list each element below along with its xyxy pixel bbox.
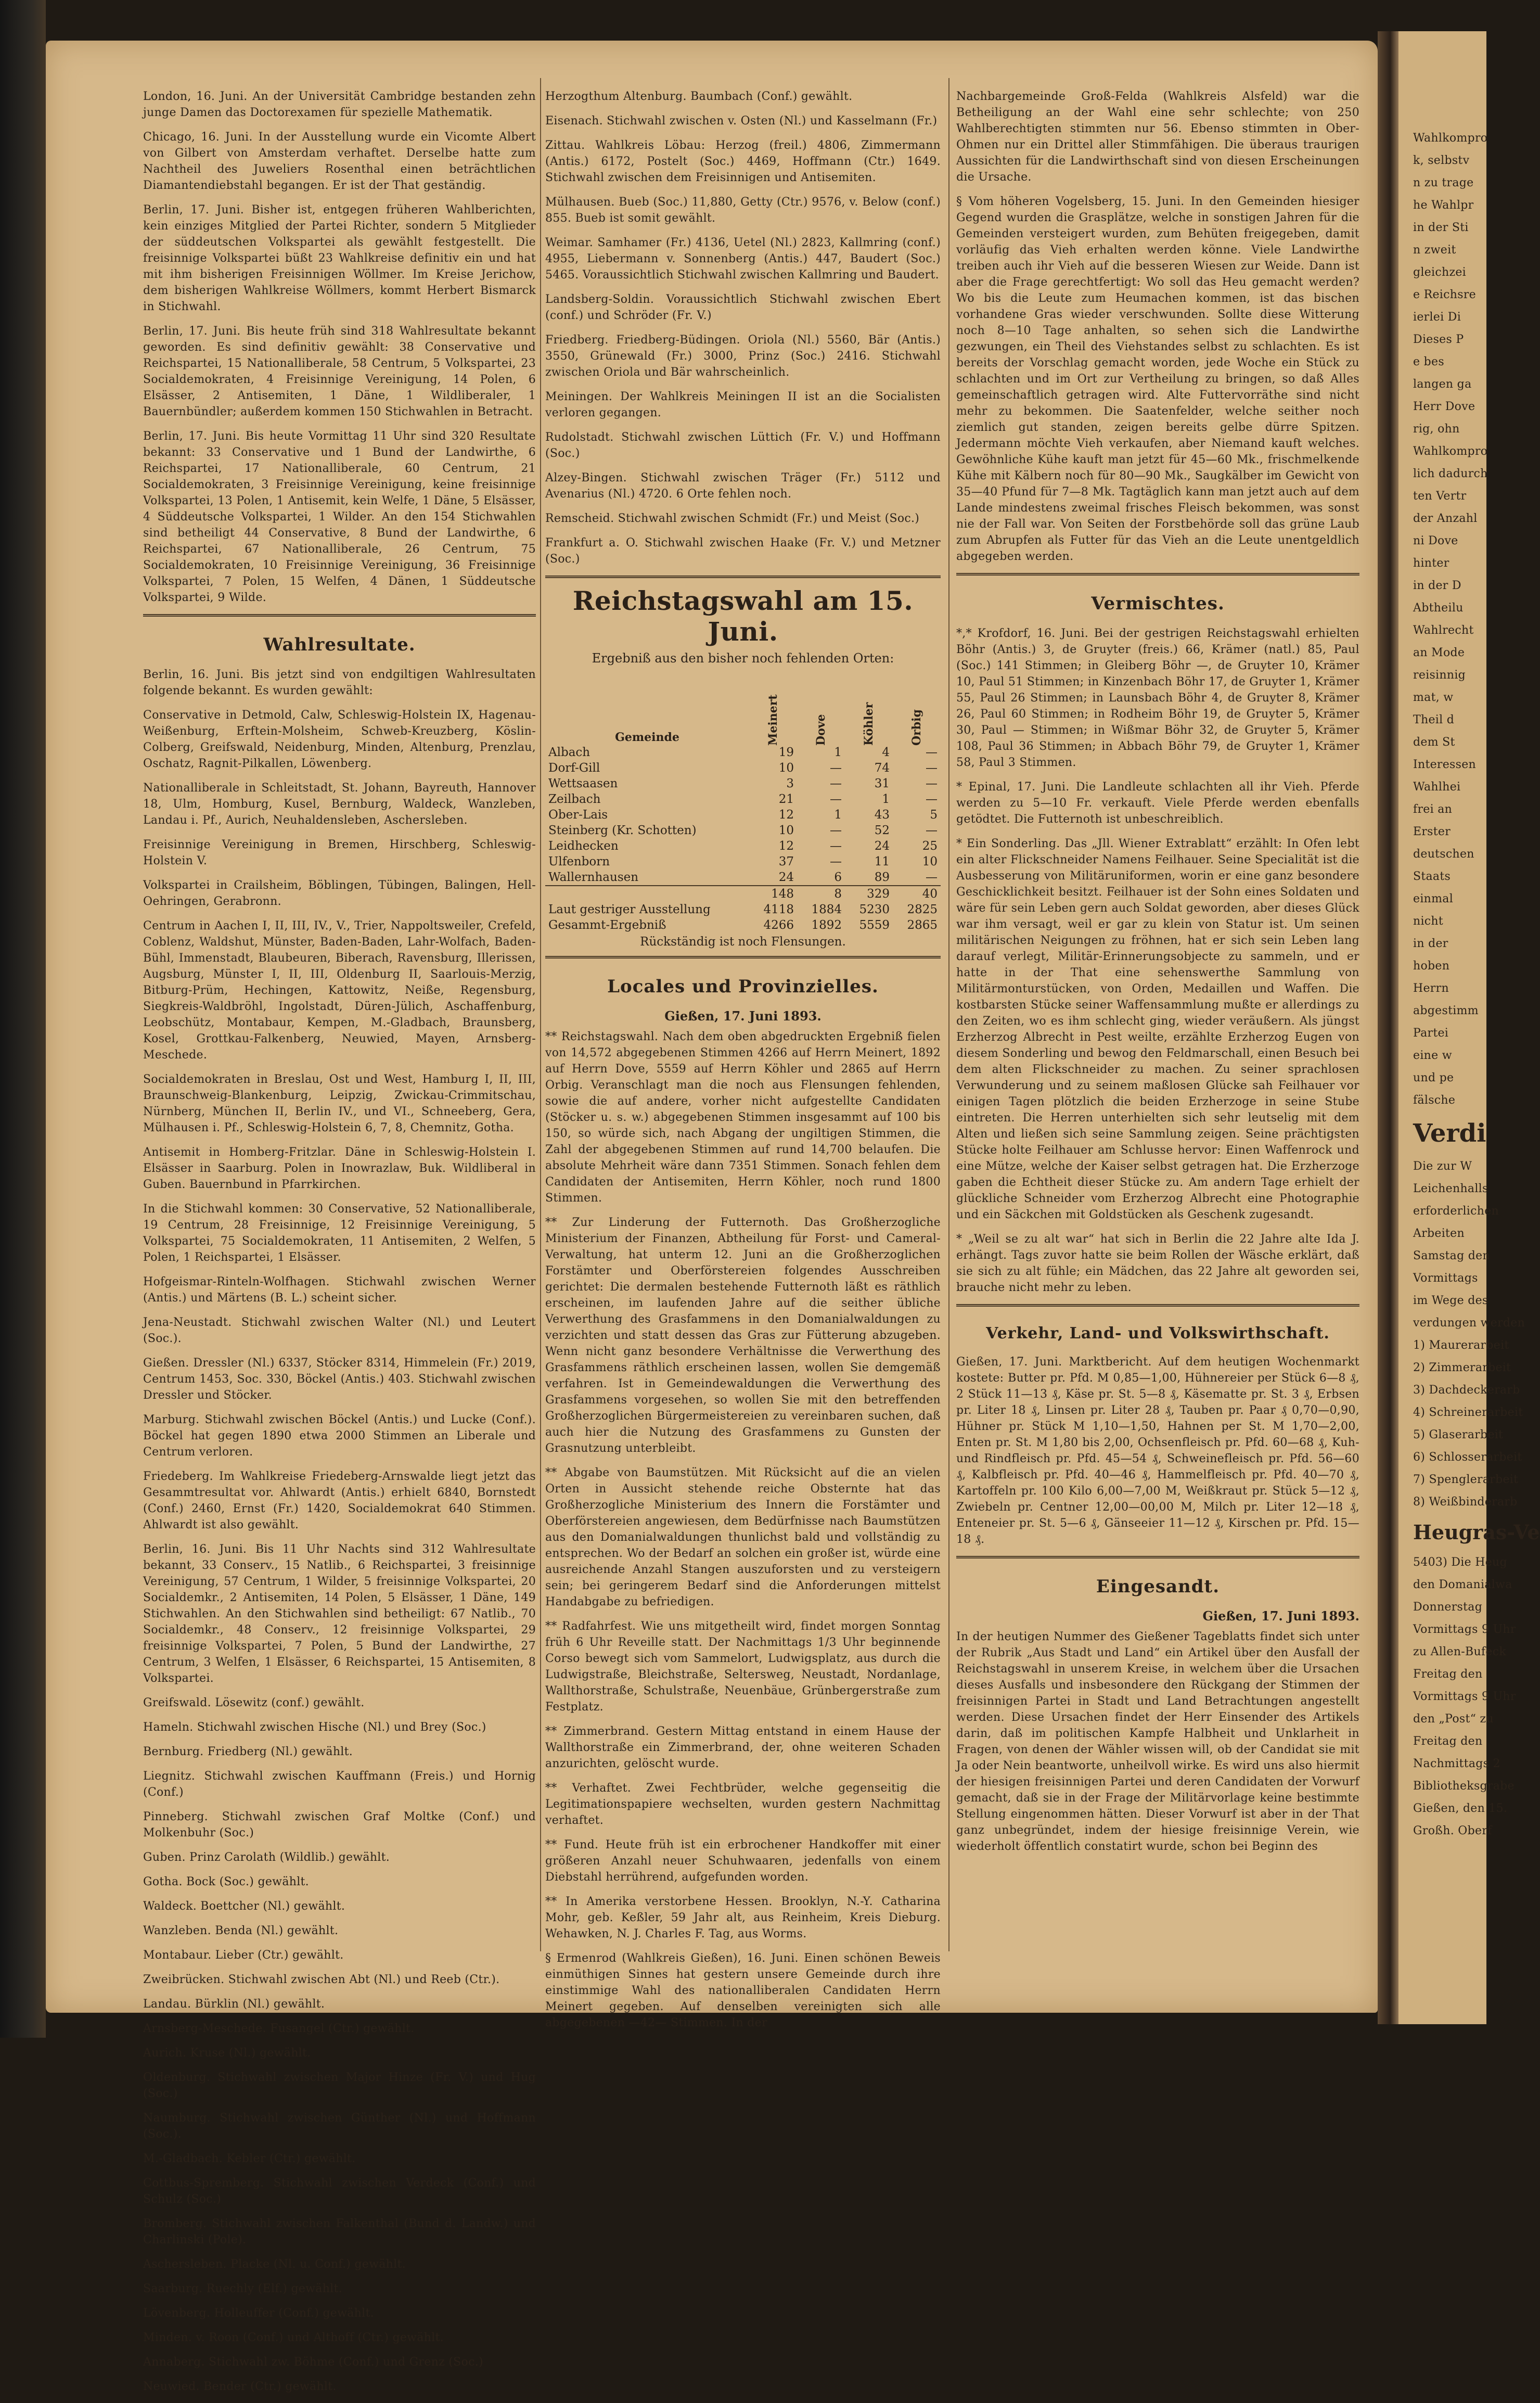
result-paragraph: Neuwied. Bender (Ctr.) gewählt. [143,2380,337,2393]
next-page-fragment [1398,31,1540,2024]
column-divider-1 [540,78,541,1951]
next-page-line: Staats [1413,870,1451,883]
next-page-line: 8) Weißbinderarb [1413,1496,1518,1509]
table-row [545,870,941,886]
next-page-line: e Reichsre [1413,288,1476,301]
heading-vermischtes: Vermischtes. [1091,593,1225,614]
next-page-line: in der [1413,937,1448,950]
result-paragraph: Aurich. Kruse (Nl.) gewählt. [143,2047,311,2060]
table-cell: 24 [778,871,794,884]
table-cell: — [830,839,842,853]
col3-articles [956,88,1359,565]
rule [545,956,941,958]
next-page-line: ierlei Di [1413,311,1461,324]
heading-verkehr: Verkehr, Land- und Volkswirthschaft. [986,1324,1330,1343]
table-cell: 24 [874,839,890,853]
result-paragraph: Lövenberg. Holleuffer (Conf.) gewählt. [143,2307,374,2320]
next-page-line: Wahlhei [1413,781,1461,794]
table-cell: Steinberg (Kr. Schotten) [548,824,697,837]
news-paragraph: ** Zur Linderung der Futternoth. Das Großherzogliche Ministerium der Finanzen, Abtheilung für Forst- und Cameral-Verwaltung, hat unterm 12. Juni an die Großherzoglichen Forstämter und Oberförstereien folgendes Ausschreiben gerichtet: Die dermalen bestehende Futternoth läßt es räthlich erscheinen, im laufenden Jahre auf die seither übliche Verwerthung des Grasfammens in den Domanialwaldungen zu verzichten und statt dessen das Gras zur Fütterung abzugeben. Wenn nicht ganz besondere Verhältnisse die Verwerthung des Grasfammens räthlich erscheinen lassen, wollen Sie demgemäß verfahren. Ist in Gemeindewaldungen die Verwerthung des Grasfammens vorgesehen, so wollen Sie mit den betreffenden Großherzoglichen Bürgermeistereien zu vereinbaren suchen, daß auch hier die Nutzung des Grasfammens zu Gunsten der Grasnutzung unterbleibt. [545,1216,941,1455]
table-cell: 5559 [859,918,890,932]
next-page-line: Freitag den [1413,1668,1483,1681]
table-header-cell: Dove [814,714,828,746]
table-cell: 3 [786,777,794,790]
next-page-line: hinter [1413,557,1449,570]
result-paragraph: Guben. Prinz Carolath (Wildlib.) gewählt. [143,1851,390,1864]
next-page-line: Bibliotheksgrabe [1413,1780,1515,1793]
heading-reichstagswahl: Reichstagswahl am 15. Juni. [572,585,914,647]
table-row [545,854,941,870]
table-cell: 11 [874,855,890,868]
next-page-heading-2: Heugras-Ve [1413,1520,1540,1544]
rule [956,1304,1359,1307]
next-page-line: Herrn [1413,982,1449,995]
table-cell: 74 [874,761,890,775]
table-row [545,838,941,854]
next-page-line: verdungen werden [1413,1316,1525,1330]
news-paragraph: § Vom höheren Vogelsberg, 15. Juni. In den Gemeinden hiesiger Gegend wurden die Grasplätze, welche in sonstigen Jahren für die Gemeinden versteigert wurden, zum Behüten freigegeben, damit vorläufig das Vieh erhalten werden könne. Viele Landwirthe treiben auch ihr Vieh auf die besseren Wiesen zur Weide. Dann ist aber die Frage gerechtfertigt: Wo soll das Heu gemacht werden? Wo bis die Leute zum Heumachen kommen, ist das bischen vorhandene Gras wieder verschwunden. Sollte diese Witterung noch 8—10 Tage anhalten, so sehen sich die Landwirthe gezwungen, ein Theil des Viehstandes selbst zu schlachten. Es ist bereits der Vorschlag gemacht worden, jede Woche ein Stück zu schlachten und im Ort zur Vertheilung zu bringen, so daß Alles gemeinschaftlich getragen wird. Alte Futtervorräthe sind nicht mehr zu bekommen. Die Saatenfelder, welche seither noch ziemlich gut standen, zeigen bereits gelbe dürre Spitzen. Jedermann möchte Vieh verkaufen, aber Niemand kauft welches. Gewöhnliche Kühe kauft man jetzt für 45—60 Mk., frischmelkende Kühe mit Kälbern noch für 80—90 Mk., Saugkälber im Gewicht von 35—40 Pfund für 7—8 Mk. Tagtäglich kann man jetzt auch auf dem Lande mindestens zweimal frisches Fleisch bekommen, was sonst nie der Fall war. Von Seiten der Forstbehörde soll das grüne Laub zum Abrupfen als Futter für das Vieh an die Leute unentgeldlich abgegeben werden. [956,195,1359,563]
next-page-line: Wahlkompro [1413,445,1488,458]
result-paragraph: Naumburg. Stichwahl zwischen Günther (Nl.) und Hoffmann (Soc.). [143,2112,536,2141]
next-page-line: n zweit [1413,244,1456,257]
table-caption: Ergebniß aus den bisher noch fehlenden Orten: [592,651,894,666]
result-paragraph: Freisinnige Vereinigung in Bremen, Hirschberg, Schleswig-Holstein V. [143,838,536,867]
next-page-line: in der Sti [1413,221,1469,234]
table-cell: 1 [834,746,842,759]
news-paragraph: Berlin, 17. Juni. Bisher ist, entgegen früheren Wahlberichten, kein einziges Mitglied der Partei Richter, sondern 5 Mitglieder der süddeutschen Volkspartei als gewählt festgestellt. Die freisinnige Volkspartei büßt 23 Wahlkreise definitiv ein und hat mit ihm bisherigen Freisinnigen Wöllmer. Im Kreise Jerichow, dem bisherigen Wahlkreise Wöllmers, kommt Herbert Bismarck in Stichwahl. [143,203,536,313]
next-page-line: Theil d [1413,713,1455,726]
table-row [545,917,941,933]
result-paragraph: Bromberg. Stichwahl zwischen Falkenthal (Bund d. Landw.) und Charlinski (Pole). [143,2217,536,2246]
result-paragraph: In die Stichwahl kommen: 30 Conservative, 52 Nationalliberale, 19 Centrum, 28 Freisinnige, 12 Freisinnige Vereinigung, 5 Volkspartei, 75 Socialdemokraten, 11 Antisemiten, 2 Welfen, 5 Polen, 1 Reichspartei, 1 Elsässer. [143,1203,536,1264]
table-cell: 8 [797,886,845,902]
table-cell: 4118 [763,903,794,916]
table-cell: — [830,793,842,806]
book-gutter [1378,31,1398,2024]
result-paragraph: Hameln. Stichwahl zwischen Hische (Nl.) und Brey (Soc.) [143,1721,486,1734]
table-cell: 89 [874,871,890,884]
table-cell: — [926,824,938,837]
result-paragraph: Aschersleben. Placke (Nl. u. Conf.) gewählt. [143,2258,406,2271]
table-cell: 52 [874,824,890,837]
table-note: Rückständig ist noch Flensungen. [640,935,846,949]
next-page-line: Gießen, den 15. [1413,1802,1508,1815]
next-page-text-4 [1413,1554,1516,1839]
table-header-cell: Meinert [766,694,780,746]
news-paragraph: Chicago, 16. Juni. In der Ausstellung wurde ein Vicomte Albert von Gilbert von Amsterdam verhaftet. Derselbe hatte zum Nachtheil des Juweliers Rosenthal einen beträchtlichen Diamantendiebstahl begangen. Er ist der That geständig. [143,131,536,192]
next-page-line: zu Allen-Bufeck [1413,1645,1506,1658]
news-paragraph: ** Radfahrfest. Wie uns mitgetheilt wird, findet morgen Sonntag früh 6 Uhr Reveille statt. Der Nachmittags 1/3 Uhr beginnende Corso bewegt sich vom Sammelort, Ludwigsplatz, aus durch die Ludwigstraße, Bleichstraße, Seltersweg, Neustadt, Nordanlage, Wallthorstraße, Schulstraße, Neuenbäue, Grünbergerstraße zum Festplatz. [545,1620,941,1714]
result-paragraph: Eisenach. Stichwahl zwischen v. Osten (Nl.) und Kasselmann (Fr.) [545,114,938,127]
col3-vermischtes [956,625,1359,1296]
result-paragraph: Landsberg-Soldin. Voraussichtlich Stichwahl zwischen Ebert (conf.) und Schröder (Fr. V.) [545,293,941,322]
next-page-line: Herr Dove [1413,400,1475,413]
result-paragraph: Nationalliberale in Schleitstadt, St. Johann, Bayreuth, Hannover 18, Ulm, Homburg, Kusel, Bernburg, Waldeck, Wanzleben, Landau i. Pf., Aurich, Neuhaldensleben, Aschersleben. [143,782,536,827]
next-page-line: k, selbstv [1413,154,1470,167]
next-page-line: Erster [1413,825,1451,838]
result-paragraph: Frankfurt a. O. Stichwahl zwischen Haake (Fr. V.) und Metzner (Soc.) [545,536,941,566]
table-row [545,745,941,760]
next-page-line: ni Dove [1413,534,1458,547]
result-paragraph: Liegnitz. Stichwahl zwischen Kauffmann (Freis.) und Hornig (Conf.) [143,1770,536,1799]
next-page-line: Abtheilu [1413,602,1464,615]
table-cell: 31 [874,777,890,790]
heading-locales: Locales und Provinzielles. [607,976,879,997]
news-paragraph: Nachbargemeinde Groß-Felda (Wahlkreis Alsfeld) war die Betheiligung an der Wahl eine sehr schlechte; von 250 Wahlberechtigten stimmten nur 56. Ebenso stimmten in Ober-Ohmen nur ein Drittel aller Stimmfähigen. Die überaus traurigen Aussichten für die Landwirthschaft sind von diesen Erscheinungen die Ursache. [956,90,1359,184]
result-paragraph: Wanzleben. Benda (Nl.) gewählt. [143,1924,339,1937]
table-cell: 5 [930,808,938,822]
next-page-text-1 [1413,130,1486,571]
table-cell: 10 [922,855,938,868]
table-cell: 21 [778,793,794,806]
next-page-line: Arbeiten [1413,1227,1465,1240]
next-page-line: 5) Glaserarbeit [1413,1428,1504,1441]
next-page-line: Donnerstag [1413,1601,1483,1614]
result-paragraph: Arnsberg-Meschede. Fusangel (Ctr.) gewählt. [143,2022,415,2035]
table-cell: Ober-Lais [548,808,608,822]
news-paragraph: Berlin, 17. Juni. Bis heute früh sind 318 Wahlresultate bekannt geworden. Es sind definitiv gewählt: 38 Conservative und Reichspartei, 15 Nationalliberale, 58 Centrum, 5 Volkspartei, 23 Socialdemokraten, 4 Freisinnige Vereinigung, 14 Polen, 6 Elsässer, 2 Antisemiten, 1 Däne, 1 Wildliberaler, 1 Bauernbündler; außerdem kommen 150 Stichwahlen in Betracht. [143,325,536,418]
result-paragraph: Bernburg. Friedberg (Nl.) gewählt. [143,1745,353,1758]
next-page-line: Dieses P [1413,333,1464,346]
table-cell: 4 [882,746,890,759]
next-page-line: den Domanialwa [1413,1578,1512,1591]
result-paragraph: Hofgeismar-Rinteln-Wolfhagen. Stichwahl zwischen Werner (Antis.) und Märtens (B. L.) scheint sicher. [143,1275,536,1305]
table-cell: 1892 [811,918,842,932]
heading-wahlresultate: Wahlresultate. [263,634,416,655]
table-cell: 4266 [763,918,794,932]
table-cell: 10 [778,824,794,837]
next-page-line: ten Vertr [1413,490,1467,503]
next-page-line: lich dadurch [1413,467,1488,480]
table-header-cell: Orbig [910,709,923,746]
result-paragraph: Minden. v. Roon (Conf.) und Althoff (Ctr.) gewählt. [143,2331,444,2344]
result-paragraph: Marburg. Stichwahl zwischen Böckel (Antis.) und Lucke (Conf.). Böckel hat gegen 1890 etwa 2000 Stimmen an Liberale und Centrum verloren. [143,1413,536,1459]
result-paragraph: Waldeck. Boettcher (Nl.) gewählt. [143,1900,345,1913]
table-cell: Leidhecken [548,839,619,853]
dateline: Gießen, 17. Juni 1893. [664,1008,822,1024]
result-paragraph: Gießen. Dressler (Nl.) 6337, Stöcker 8314, Himmelein (Fr.) 2019, Centrum 1453, Soc. 330, Böckel (Antis.) 403. Stichwahl zwischen Dressler und Stöcker. [143,1357,536,1402]
table-cell: Dorf-Gill [548,761,600,775]
news-paragraph: ** Fund. Heute früh ist ein erbrochener Handkoffer mit einer größeren Anzahl neuer Schuhwaaren, jedenfalls von einem Diebstahl herrührend, aufgefunden worden. [545,1838,941,1884]
col1-results [143,667,536,2395]
news-paragraph: ** Zimmerbrand. Gestern Mittag entstand in einem Hause der Wallthorstraße ein Zimmerbrand, der, ohne weiteren Schaden anzurichten, gelöscht wurde. [545,1725,941,1770]
result-paragraph: Landau. Bürklin (Nl.) gewählt. [143,1998,325,2011]
eingesandt-text: In der heutigen Nummer des Gießener Tageblatts findet sich unter der Rubrik „Aus Stadt und Land“ ein Artikel über den Ausfall der Reichstagswahl in unserem Kreise, in welchem über die Ursachen dieses Ausfalls und insbesondere den Rückgang der Stimmen der freisinnigen Partei in Stadt und Land Betrachtungen angestellt werden. Diese Ursachen findet der Herr Einsender des Artikels darin, daß im politischen Kampfe Halbheit und Unklarheit in Fragen, von denen der Wähler wissen will, ob der Candidat sie mit Ja oder Nein beantworte, unheilvoll wirke. Es wird uns also hiermit der hiesigen freisinnigen Partei und deren Candidaten der Vorwurf gemacht, daß sie in der Frage der Militärvorlage keine bestimmte Stellung eingenommen hätten. Dieser Vorwurf ist aber in der That ganz unbegründet, indem der hiesige freisinnige Verein, wie wiederholt öffentlich constatirt wurde, schon bei Beginn des [956,1630,1359,1853]
table-cell [545,886,749,902]
table-cell: — [926,761,938,775]
result-paragraph: Oldenburg. Stichwahl zwischen Major Hinze (Fr. V.) und Hug (Soc.) [143,2071,536,2100]
table-cell: 43 [874,808,890,822]
table-cell: 2825 [907,903,938,916]
col2-articles [545,1029,941,2031]
election-table [545,671,941,933]
next-page-line: hoben [1413,960,1450,973]
table-header-row [545,671,941,745]
table-cell: 37 [778,855,794,868]
table-cell: Gesammt-Ergebniß [548,918,666,932]
result-paragraph: Antisemit in Homberg-Fritzlar. Däne in Schleswig-Holstein I. Elsässer in Saarburg. Polen in Inowrazlaw, Buk. Wildliberal in Guben. Bauernbund in Pfarrkirchen. [143,1146,536,1191]
news-paragraph: Berlin, 17. Juni. Bis heute Vormittag 11 Uhr sind 320 Resultate bekannt: 33 Conservative und 1 Bund der Landwirthe, 6 Reichspartei, 17 Nationalliberale, 60 Centrum, 21 Socialdemokraten, 3 Freisinnige Vereinigung, keine freisinnige Volkspartei, 13 Polen, 1 Antisemit, kein Welfe, 1 Däne, 5 Elsässer, 4 Süddeutsche Volkspartei, 1 Wilder. An den 154 Stichwahlen sind betheiligt 44 Conservative, 8 Bund der Landwirthe, 6 Reichspartei, 67 Nationalliberale, 26 Centrum, 75 Socialdemokraten, 10 Freisinnige Vereinigung, 36 Freisinnige Volkspartei, 7 Polen, 15 Welfen, 4 Dänen, 1 Süddeutsche Volkspartei, 9 Wilde. [143,430,536,604]
next-page-line: eine w [1413,1049,1452,1062]
result-paragraph: Zweibrücken. Stichwahl zwischen Abt (Nl.) und Reeb (Ctr.). [143,1973,500,1986]
table-cell: Wallernhausen [548,871,639,884]
next-page-text-2 [1413,578,1486,1108]
market-report: Gießen, 17. Juni. Marktbericht. Auf dem heutigen Wochenmarkt kostete: Butter pr. Pfd. M 0,85—1,00, Hühnereier per Stück 6—8 ₰, 2 Stück 11—13 ₰, Käse pr. St. 5—8 ₰, Käsematte pr. St. 3 ₰, Erbsen pr. Liter 18 ₰, Linsen pr. Liter 28 ₰, Tauben pr. Paar ₰ 0,70—0,90, Hühner pr. Stück M 1,10—1,50, Hahnen per St. M 1,70—2,00, Enten pr. St. M 1,80 bis 2,00, Ochsenfleisch pr. Pfd. 60—68 ₰, Kuh- und Rindfleisch pr. Pfd. 45—54 ₰, Schweinefleisch pr. Pfd. 56—60 ₰, Kalbfleisch pr. Pfd. 40—46 ₰, Hammelfleisch pr. Pfd. 40—70 ₰, Kartoffeln pr. 100 Kilo 6,00—7,00 M, Weißkraut pr. Stück 5—12 ₰, Zwiebeln pr. Centner 12,00—00,00 M, Milch pr. Liter 12—18 ₰, Enteneier pr. St. 5—6 ₰, Gänseeier 11—12 ₰, Kirschen pr. Pfd. 15—18 ₰. [956,1356,1359,1546]
next-page-line: 4) Schreinerarbeit [1413,1406,1523,1419]
news-paragraph: London, 16. Juni. An der Universität Cambridge bestanden zehn junge Damen das Doctorexamen für spezielle Mathematik. [143,90,536,119]
next-page-line: im Wege des [1413,1294,1488,1307]
next-page-line: an Mode [1413,646,1465,659]
next-page-line: den „Post“ zu [1413,1712,1494,1725]
next-page-line: Nachmittags 2 [1413,1757,1500,1770]
table-cell: — [830,855,842,868]
column-divider-2 [948,78,949,1951]
table-cell: 40 [893,886,941,902]
next-page-line: 2) Zimmerarbeit [1413,1361,1511,1374]
table-cell: — [926,871,938,884]
table-cell: 12 [778,808,794,822]
table-cell: Ulfenborn [548,855,610,868]
table-cell: 148 [749,886,797,902]
table-cell: — [830,824,842,837]
rule [956,1556,1359,1558]
rule [545,576,941,578]
next-page-line: rig, ohn [1413,423,1460,436]
rule [143,614,536,617]
table-cell: 12 [778,839,794,853]
table-cell: — [830,761,842,775]
table-body [545,745,941,933]
table-cell: — [926,777,938,790]
next-page-line: einmal [1413,892,1454,905]
next-page-line: abgestimm [1413,1004,1479,1017]
result-paragraph: Zittau. Wahlkreis Löbau: Herzog (freil.) 4806, Zimmermann (Antis.) 6172, Postelt (Soc.) 4469, Hoffmann (Ctr.) 1649. Stichwahl zwischen dem Freisinnigen und Antisemiten. [545,139,941,184]
news-paragraph: ** Reichstagswahl. Nach dem oben abgedruckten Ergebniß fielen von 14,572 abgegebenen Stimmen 4266 auf Herrn Meinert, 1892 auf Herrn Dove, 5559 auf Herrn Köhler und 2865 auf Herrn Orbig. Veranschlagt man die noch aus Flensungen fehlenden, sowie die auf andere, vorher nicht aufgestellte Candidaten (Stöcker u. s. w.) abgegebenen Stimmen insgesammt auf 100 bis 150, so würde sich, nach Abgang der ungiltigen Stimmen, die Zahl der abgegebenen Stimmen auf rund 14,700 belaufen. Die absolute Mehrheit wäre dann 7351 Stimmen. Sonach fehlen dem Candidaten der Antisemiten, Herrn Köhler, noch rund 1800 Stimmen. [545,1030,941,1205]
table-cell: — [830,777,842,790]
result-paragraph: Socialdemokraten in Breslau, Ost und West, Hamburg I, II, III, Braunschweig-Blankenburg, Leipzig, Zwickau-Crimmitschau, Nürnberg, München II, Berlin IV., und VI., Schneeberg, Gera, Mülhausen i. Pf., Schleswig-Holstein 6, 7, 8, Chemnitz, Gotha. [143,1073,536,1134]
next-page-line: Freitag den [1413,1735,1483,1748]
news-paragraph: ** Verhaftet. Zwei Fechtbrüder, welche gegenseitig die Legitimationspapiere wechselten, wurden gestern Nachmittag verhaftet. [545,1782,941,1827]
news-paragraph: * Ein Sonderling. Das „Jll. Wiener Extrablatt“ erzählt: In Ofen lebt ein alter Flickschneider Namens Feilhauer. Seine Specialität ist die Ausbesserung von Militäruniformen, worin er eine ganz besondere Geschicklichkeit besitzt. Feilhauer ist der Sohn eines Soldaten und wäre für sein Leben gern auch Soldat geworden, aber dieses Glück war ihm versagt, weil er gar zu klein von Statur ist. Um seinen militärischen Neigungen zu fröhnen, hat er sich sein Leben lang darauf verlegt, Militär-Erinnerungsobjecte zu sammeln, und er hatte in der That eine sehenswerthe Sammlung von Militärmonturstücken, von Orden, Medaillen und Waffen. Die kostbarsten Stücke seiner Waffensammlung mußte er allerdings zu den Zeiten, wo es ihm schlecht ging, wieder veräußern. Als jüngst Erzherzog Albrecht in Pest weilte, erzählte Erzherzog Eugen von diesem Sonderling und bewog den Feldmarschall, einen Besuch bei dem alten Flickschneider zu machen. Zu seiner sprachlosen Verwunderung und zu seinem maßlosen Glücke sah Feilhauer vor einigen Tagen plötzlich die beiden Erzherzoge in seine Stube eintreten. Die Herren unterhielten sich sehr leutselig mit dem Alten und ließen sich seine Sammlung zeigen. Seine prächtigsten Stücke holte Feilhauer am Schlusse hervor: Einen Waffenrock und eine Mütze, welche der Kaiser selbst getragen hat. Die Erzherzoge gaben die Echtheit dieser Stücke zu. Am andern Tage erhielt der glückliche Schneider vom Erzherzog Albrecht eine Photographie und ein Säckchen mit Goldstücken als Geschenk zugesandt. [956,837,1359,1221]
heading-eingesandt: Eingesandt. [1096,1576,1220,1597]
table-header-cell: Gemeinde [615,731,679,744]
table-cell: 329 [845,886,893,902]
column-2 [545,88,941,2039]
news-paragraph: § Ermenrod (Wahlkreis Gießen), 16. Juni. Einen schönen Beweis einmüthigen Sinnes hat gestern unsere Gemeinde durch ihre einstimmige Wahl des nationalliberalen Candidaten Herrn Meinert gegeben. Auf denselben vereinigten sich alle abgegebenen —42— Stimmen. In der [545,1952,941,2029]
next-page-line: und pe [1413,1071,1454,1084]
table-header-cell: Köhler [862,702,876,746]
next-page-line: 1) Maurerarbeit [1413,1339,1509,1352]
next-page-line: 5403) Die Heug [1413,1556,1507,1569]
next-page-line: Interessen [1413,758,1477,771]
table-cell: 2865 [907,918,938,932]
next-page-line: Vormittags 9 Uhr [1413,1690,1516,1703]
table-cell: 1 [882,793,890,806]
news-paragraph: * „Weil se zu alt war“ hat sich in Berlin die 22 Jahre alte Ida J. erhängt. Tags zuvor hatte sie beim Rollen der Wäsche erklärt, daß sie sich zu alt fühle; ein Mädchen, das 22 Jahre alt geworden sei, brauche nicht mehr zu leben. [956,1233,1359,1294]
result-paragraph: Annaberg. Stichwahl zw. Böhme (Conf.) und Grenz (Soc.) [143,2356,483,2369]
next-page-line: erforderlichen [1413,1205,1499,1218]
result-paragraph: Weimar. Samhamer (Fr.) 4136, Uetel (Nl.) 2823, Kallmring (conf.) 4955, Liebermann v. Sonnenberg (Antis.) 447, Baudert (Soc.) 5465. Voraussichtlich Stichwahl zwischen Kallmring und Baudert. [545,236,941,282]
table-row [545,760,941,776]
news-paragraph: *,* Krofdorf, 16. Juni. Bei der gestrigen Reichstagswahl erhielten Böhr (Antis.) 3, de Gruyter (freis.) 66, Krämer (natl.) 85, Paul (Soc.) 141 Stimmen; in Gleiberg Böhr —, de Gruyter 10, Krämer 10, Paul 51 Stimmen; in Kinzenbach Böhr 17, de Gruyter 1, Krämer 55, Paul 26 Stimmen; in Launsbach Böhr 4, de Gruyter 8, Krämer 26, Paul 60 Stimmen; in Rodheim Böhr 19, de Gruyter 5, Krämer 30, Paul — Stimmen; in Wißmar Böhr 32, de Gruyter 5, Krämer 108, Paul 36 Stimmen; in Abbach Böhr 79, de Gruyter 1, Krämer 58, Paul 3 Stimmen. [956,627,1359,769]
next-page-line: mat, w [1413,691,1454,704]
result-paragraph: Gotha. Bock (Soc.) gewählt. [143,1875,309,1888]
result-paragraph: Cottbus-Spremberg. Stichwahl zwischen Verdeck (Conf.) und Schulz (Soc.) [143,2177,536,2206]
news-paragraph: ** Abgabe von Baumstützen. Mit Rücksicht auf die an vielen Orten in Aussicht stehende reiche Obsternte hat das Großherzogliche Ministerium des Innern die Forstämter und Oberförstereien angewiesen, dem Bedürfnisse nach Baumstützen aus den Domanialwaldungen thunlichst bald und vollständig zu entsprechen. Wo der Bedarf an solchen ein großer ist, würde eine ausreichende Anzahl Stangen auszuforsten und zu versteigern sein; bei geringerem Bedarf sind die Anforderungen mittelst Handabgabe zu befriedigen. [545,1466,941,1608]
result-paragraph: Mülhausen. Bueb (Soc.) 11,880, Getty (Ctr.) 9576, v. Below (conf.) 855. Bueb ist somit gewählt. [545,196,941,225]
table-cell: — [926,746,938,759]
next-page-line: nicht [1413,915,1444,928]
result-paragraph: Alzey-Bingen. Stichwahl zwischen Träger (Fr.) 5112 und Avenarius (Nl.) 4720. 6 Orte fehlen noch. [545,471,941,501]
next-page-line: Partei [1413,1027,1449,1040]
next-page-line: dem St [1413,736,1455,749]
result-paragraph: Saarburg. Ruechly (Elf.) gewählt. [143,2282,342,2295]
next-page-line: Die zur W [1413,1160,1472,1173]
next-page-text-3 [1413,1158,1525,1331]
result-paragraph: Pinneberg. Stichwahl zwischen Graf Moltke (Conf.) und Molkenbuhr (Soc.) [143,1810,536,1839]
next-page-line: gleichzei [1413,266,1467,279]
result-paragraph: Jena-Neustadt. Stichwahl zwischen Walter (Nl.) und Leutert (Soc.). [143,1316,536,1345]
result-paragraph: Greifswald. Lösewitz (conf.) gewählt. [143,1696,365,1709]
table-row [545,807,941,823]
next-page-line: 7) Spenglerarbeit [1413,1473,1519,1486]
table-cell: Laut gestriger Ausstellung [548,903,711,916]
next-page-line: Leichenhalls [1413,1182,1488,1195]
result-paragraph: Meiningen. Der Wahlkreis Meiningen II ist an die Socialisten verloren gegangen. [545,390,941,419]
news-paragraph: * Epinal, 17. Juni. Die Landleute schlachten all ihr Vieh. Pferde werden zu 5—10 Fr. verkauft. Viele Pferde werden ebenfalls getödtet. Die Futternoth ist unbeschreiblich. [956,781,1359,826]
table-cell: Zeilbach [548,793,601,806]
next-page-line: langen ga [1413,378,1472,391]
book-edge-left [0,0,46,2038]
dateline: Gießen, 17. Juni 1893. [1202,1608,1359,1624]
next-page-line: e bes [1413,355,1444,368]
next-page-line: Großh. Oberf [1413,1824,1492,1837]
result-paragraph: Rudolstadt. Stichwahl zwischen Lüttich (Fr. V.) und Hoffmann (Soc.) [545,431,941,460]
table-row [545,886,941,902]
next-page-line: Vormittags [1413,1272,1478,1285]
result-paragraph: Friedeberg. Im Wahlkreise Friedeberg-Arnswalde liegt jetzt das Gesammtresultat vor. Ahlwardt (Antis.) erhielt 6840, Bornstedt (Conf.) 2460, Ernst (Fr.) 1420, Socialdemokrat 640 Stimmen. Ahlwardt ist also gewählt. [143,1470,536,1531]
next-page-line: n zu trage [1413,176,1474,189]
result-paragraph: Volkspartei in Crailsheim, Böblingen, Tübingen, Balingen, Hell-Oehringen, Gerabronn. [143,879,536,908]
next-page-line: reisinnig [1413,669,1466,682]
table-cell: Wettsaasen [548,777,618,790]
table-cell: 25 [922,839,938,853]
result-paragraph: Berlin, 16. Juni. Bis 11 Uhr Nachts sind 312 Wahlresultate bekannt, 33 Conserv., 15 Natlib., 6 Reichspartei, 3 freisinnige Vereinigung, 57 Centrum, 1 Wilder, 5 freisinnige Volkspartei, 20 Socialdemkr., 2 Antisemiten, 14 Polen, 5 Elsässer, 1 Däne, 149 Stichwahlen. An den Stichwahlen sind betheiligt: 67 Natlib., 70 Socialdemkr., 48 Conserv., 12 freisinnige Volkspartei, 29 freisinnige Volkspartei, 7 Polen, 5 Bund der Landwirthe, 27 Centrum, 3 Welfen, 1 Elsässer, 6 Reichspartei, 15 Antisemiten, 8 Volkspartei. [143,1543,536,1685]
column-3 [956,88,1359,1863]
next-page-line: in der D [1413,579,1461,592]
result-paragraph: Friedberg. Friedberg-Büdingen. Oriola (Nl.) 5560, Bär (Antis.) 3550, Grünewald (Fr.) 3000, Prinz (Soc.) 2416. Stichwahl zwischen Oriola und Bär wahrscheinlich. [545,334,941,379]
next-page-line: 6) Schlosserarbeit [1413,1451,1522,1464]
col2-top-results [545,88,941,567]
table-cell: Albach [548,746,591,759]
table-row [545,823,941,838]
next-page-line: der Anzahl [1413,512,1478,525]
result-paragraph: Berlin, 16. Juni. Bis jetzt sind von endgiltigen Wahlresultaten folgende bekannt. Es wurden gewählt: [143,668,536,697]
result-paragraph: Herzogthum Altenburg. Baumbach (Conf.) gewählt. [545,90,853,103]
rule [956,573,1359,576]
table-row [545,902,941,917]
next-page-line: deutschen [1413,848,1474,861]
table-cell: 10 [778,761,794,775]
col1-intro [143,88,536,606]
result-paragraph: M.-Gladbach. Kebler (Ctr.) gewählt. [143,2152,356,2165]
table-cell: 1 [834,808,842,822]
next-page-list [1413,1337,1523,1510]
table-cell: — [926,793,938,806]
next-page-line: Samstag den [1413,1249,1490,1262]
next-page-line: Vormittags 9 Uhr [1413,1623,1516,1636]
result-paragraph: Centrum in Aachen I, II, III, IV., V., Trier, Nappoltsweiler, Crefeld, Coblenz, Waldshut, Münster, Baden-Baden, Lahr-Wolfach, Baden-Bühl, Immenstadt, Blaubeuren, Biberach, Ravensburg, Illerissen, Augsburg, Münster I, II, III, Oldenburg II, Saarlouis-Merzig, Bitburg-Prüm, Hechingen, Kattowitz, Neiße, Regensburg, Siegkreis-Waldbröhl, Ingolstadt, Düren-Jülich, Aschaffenburg, Leobschütz, Montabaur, Kempen, M.-Gladbach, Braunsberg, Kosel, Grottkau-Falkenberg, Neuwied, Mayen, Arnsberg-Meschede. [143,919,536,1062]
next-page-line: frei an [1413,803,1453,816]
table-cell: 1884 [811,903,842,916]
table-row [545,791,941,807]
next-page-heading: Verdi [1413,1119,1486,1148]
next-page-line: fälsche [1413,1094,1456,1107]
news-paragraph: ** In Amerika verstorbene Hessen. Brooklyn, N.-Y. Catharina Mohr, geb. Keßler, 59 Jahr alt, aus Reinheim, Kreis Dieburg. Wehawken, N. J. Charles F. Tag, aus Worms. [545,1895,941,1940]
result-paragraph: Remscheid. Stichwahl zwischen Schmidt (Fr.) und Meist (Soc.) [545,512,920,525]
next-page-line: Wahlkompro [1413,132,1488,145]
table-cell: 6 [834,871,842,884]
result-paragraph: Montabaur. Lieber (Ctr.) gewählt. [143,1949,344,1962]
next-page-line: 3) Dachdeckerarb [1413,1384,1520,1397]
table-cell: 5230 [859,903,890,916]
next-page-line: Wahlrecht [1413,624,1474,637]
table-row [545,776,941,791]
next-page-line: he Wahlpr [1413,199,1474,212]
result-paragraph: Conservative in Detmold, Calw, Schleswig-Holstein IX, Hagenau-Weißenburg, Erftein-Molsheim, Schweb-Kreuzberg, Köslin-Colberg, Greifswald, Neidenburg, Minden, Altenburg, Prenzlau, Oschatz, Ragnit-Pilkallen, Löwenberg. [143,709,536,770]
table-cell: 19 [778,746,794,759]
column-1 [143,88,536,2403]
